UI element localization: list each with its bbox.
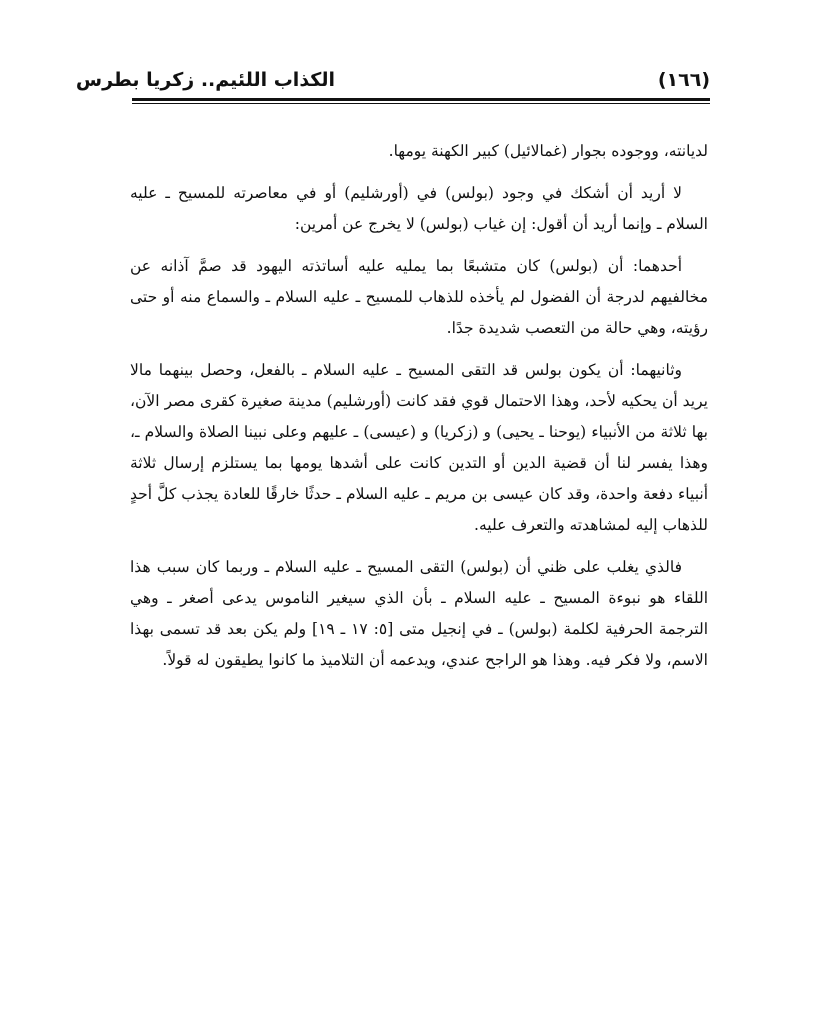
page-header [75, 66, 710, 100]
paragraph: وثانيهما: أن يكون بولس قد التقى المسيح ـ عليه السلام ـ بالفعل، وحصل بينهما مالا يريد أن يحكيه لأحد، وهذا الاحتمال قوي فقد كانت (أورشليم) مدينة صغيرة كقرى مصر الآن، بها ثلاثة من الأنبياء (يوحنا ـ يحيى) و (زكريا) و (عيسى) ـ عليهم وعلى نبينا الصلاة والسلام ـ، وهذا يفسر لنا أن قضية الدين أو التدين كانت على أشدها يومها بما يستلزم إرسال ثلاثة أنبياء دفعة واحدة، وقد كان عيسى بن مريم ـ عليه السلام ـ حدثًا خارقًا للعادة يجذب كلَّ أحدٍ للذهاب إليه لمشاهدته والتعرف عليه. [130, 361, 708, 534]
paragraph-continuation: لديانته، ووجوده بجوار (غمالائيل) كبير الكهنة يومها. [388, 142, 708, 160]
running-title: الكذاب اللئيم.. زكريا بطرس [75, 69, 335, 91]
paragraph: لا أريد أن أشكك في وجود (بولس) في (أورشليم) أو في معاصرته للمسيح ـ عليه السلام ـ وإنما أريد أن أقول: إن غياب (بولس) لا يخرج عن أمرين: [130, 184, 708, 233]
header-rule-thick [132, 98, 710, 101]
header-rule-thin [132, 103, 710, 104]
body-text [130, 136, 708, 687]
paragraph: أحدهما: أن (بولس) كان متشبعًا بما يمليه عليه أساتذته اليهود قد صمَّ آذانه عن مخالفيهم لدرجة أن الفضول لم يأخذه للذهاب للمسيح ـ عليه السلام ـ والسماع منه أو حتى رؤيته، وهي حالة من التعصب شديدة جدًا. [130, 257, 708, 337]
paragraph: فالذي يغلب على ظني أن (بولس) التقى المسيح ـ عليه السلام ـ وربما كان سبب هذا اللقاء هو نبوءة المسيح ـ عليه السلام ـ بأن الذي سيغير الناموس يدعى أصغر ـ وهي الترجمة الحرفية لكلمة (بولس) ـ في إنجيل متى [٥: ١٧ ـ ١٩] ولم يكن بعد قد تسمى بهذا الاسم، ولا فكر فيه. وهذا هو الراجح عندي، ويدعمه أن التلاميذ ما كانوا يطيقون له قولاً. [130, 558, 709, 669]
page-number: (١٦٦) [657, 69, 710, 91]
